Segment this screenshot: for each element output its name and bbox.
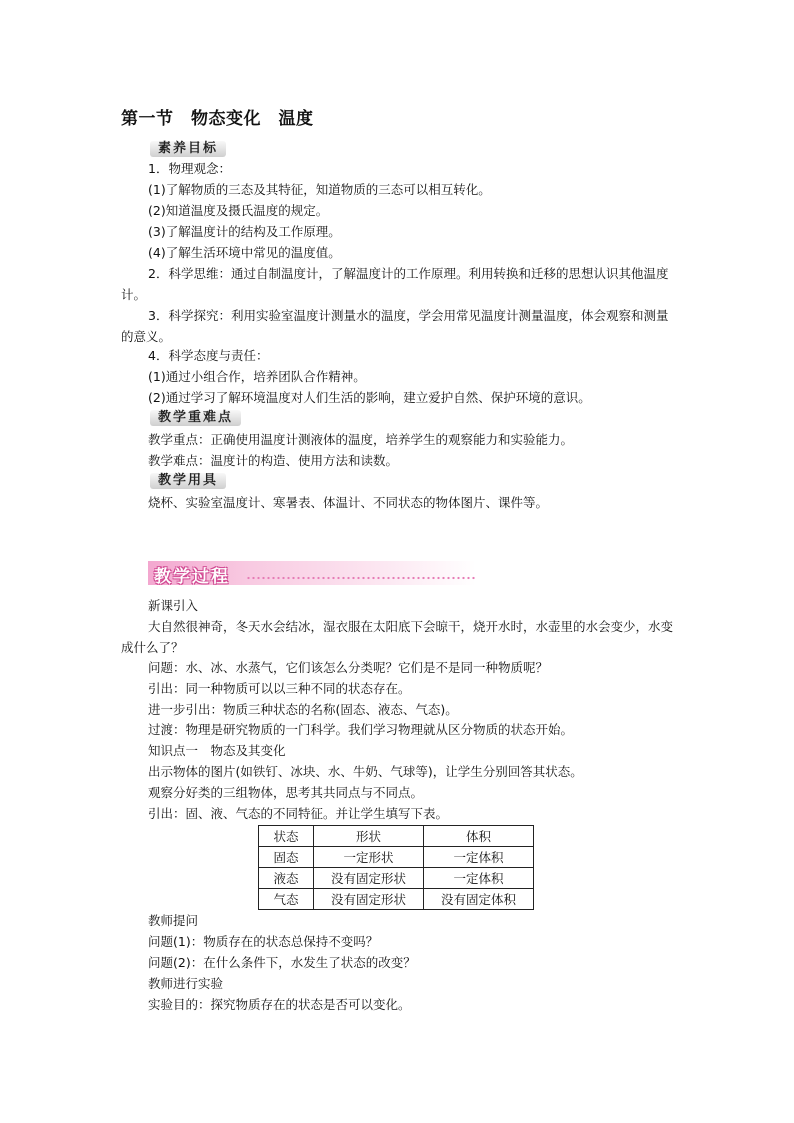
teaching-focus: 教学重点：正确使用温度计测液体的温度，培养学生的观察能力和实验能力。 [148, 432, 574, 447]
question-line: 问题(1)：物质存在的状态总保持不变吗？ [148, 934, 379, 949]
teaching-difficulty: 教学难点：温度计的构造、使用方法和读数。 [148, 453, 399, 468]
process-line: 过渡：物理是研究物质的一门科学。我们学习物理就从区分物质的状态开始。 [148, 722, 574, 737]
table-row [259, 868, 534, 889]
states-table [258, 825, 534, 910]
process-line: 观察分好类的三组物体，思考其共同点与不同点。 [148, 785, 424, 800]
goal-2-paragraph: 2．科学思维：通过自制温度计，了解温度计的工作原理。利用转换和迁移的思想认识其他温度计。 [121, 266, 669, 302]
goal-4-item: (1)通过小组合作，培养团队合作精神。 [148, 369, 366, 384]
intro-heading: 新课引入 [148, 598, 199, 613]
goal-3-paragraph: 3．科学探究：利用实验室温度计测量水的温度，学会用常见温度计测量温度，体会观察和测量的意义。 [121, 308, 669, 344]
process-line: 进一步引出：物质三种状态的名称(固态、液态、气态)。 [148, 702, 458, 717]
process-line: 引出：固、液、气态的不同特征。并让学生填写下表。 [148, 806, 449, 821]
section-title: 第一节 物态变化 温度 [121, 109, 314, 129]
table-cell: 没有固定形状 [314, 868, 424, 889]
experiment-heading: 教师进行实验 [148, 976, 224, 991]
key-points-label-badge: 教学重难点 [150, 410, 241, 426]
intro-paragraph: 大自然很神奇，冬天水会结冰，湿衣服在太阳底下会晾干，烧开水时，水壶里的水会变少，水变成什么了？ [121, 619, 674, 655]
goal-1-item: (3)了解温度计的结构及工作原理。 [148, 224, 341, 239]
teaching-tools: 烧杯、实验室温度计、寒暑表、体温计、不同状态的物体图片、课件等。 [148, 495, 549, 510]
banner-dots-decoration [246, 576, 476, 580]
knowledge-point-heading: 知识点一 物态及其变化 [148, 743, 286, 758]
table-cell: 一定体积 [424, 868, 534, 889]
goal-4-heading: 4．科学态度与责任： [148, 348, 269, 363]
tools-label-badge: 教学用具 [150, 473, 226, 489]
process-line: 出示物体的图片(如铁钉、冰块、水、牛奶、气球等)，让学生分别回答其状态。 [148, 764, 583, 779]
process-banner [148, 561, 476, 585]
table-row [259, 889, 534, 910]
table-cell: 气态 [259, 889, 314, 910]
table-header-row [259, 826, 534, 847]
teacher-question-heading: 教师提问 [148, 913, 199, 928]
table-header-cell: 形状 [314, 826, 424, 847]
table-cell: 没有固定形状 [314, 889, 424, 910]
experiment-purpose: 实验目的：探究物质存在的状态是否可以变化。 [148, 997, 411, 1012]
goals-label-badge: 素养目标 [150, 141, 226, 157]
table-cell: 液态 [259, 868, 314, 889]
table-header-cell: 状态 [259, 826, 314, 847]
table-cell: 固态 [259, 847, 314, 868]
process-line: 问题：水、冰、水蒸气，它们该怎么分类呢？它们是不是同一种物质呢？ [148, 660, 549, 675]
goal-4-item: (2)通过学习了解环境温度对人们生活的影响，建立爱护自然、保护环境的意识。 [148, 390, 591, 405]
goal-1-item: (2)知道温度及摄氏温度的规定。 [148, 203, 329, 218]
process-line: 引出：同一种物质可以以三种不同的状态存在。 [148, 681, 411, 696]
question-line: 问题(2)：在什么条件下，水发生了状态的改变？ [148, 955, 416, 970]
goal-1-item: (1)了解物质的三态及其特征，知道物质的三态可以相互转化。 [148, 182, 491, 197]
table-cell: 一定体积 [424, 847, 534, 868]
goal-1-heading: 1．物理观念： [148, 161, 231, 176]
table-header-cell: 体积 [424, 826, 534, 847]
process-banner-label: 教学过程 [154, 567, 230, 587]
table-row [259, 847, 534, 868]
table-cell: 没有固定体积 [424, 889, 534, 910]
table-cell: 一定形状 [314, 847, 424, 868]
goal-1-item: (4)了解生活环境中常见的温度值。 [148, 245, 341, 260]
